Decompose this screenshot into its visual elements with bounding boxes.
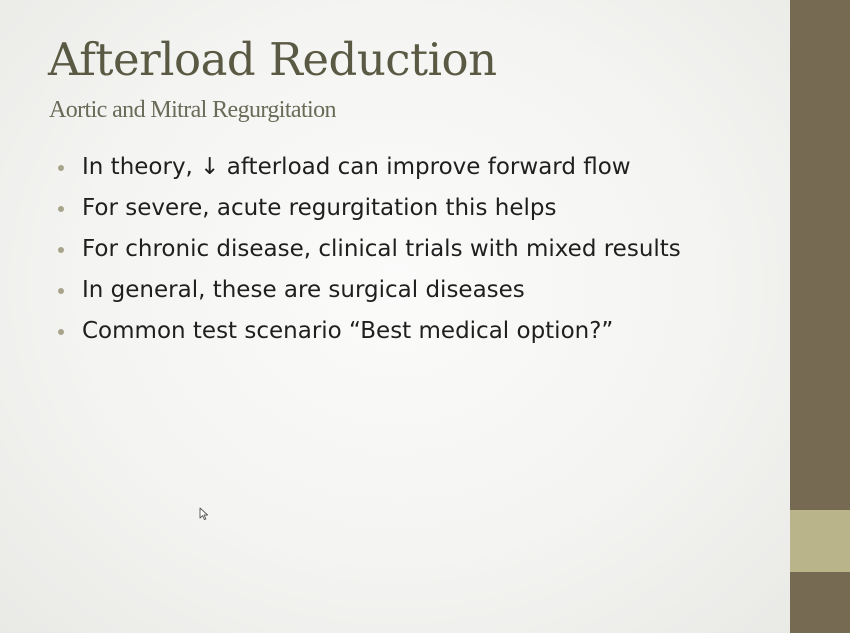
side-accent-block	[790, 510, 850, 572]
bullet-dot-icon	[58, 329, 64, 335]
bullet-text: For severe, acute regurgitation this helps	[82, 195, 557, 221]
slide-title: Afterload Reduction	[48, 33, 497, 86]
bullet-text: In general, these are surgical diseases	[82, 277, 525, 303]
bullet-text: In theory, ↓ afterload can improve forward flow	[82, 154, 631, 180]
bullet-dot-icon	[58, 288, 64, 294]
slide-subtitle: Aortic and Mitral Regurgitation	[49, 97, 336, 123]
bullet-item	[58, 311, 681, 352]
bullet-text: For chronic disease, clinical trials with mixed results	[82, 236, 681, 262]
bullet-item	[58, 270, 681, 311]
bullet-list	[58, 147, 681, 352]
bullet-item	[58, 188, 681, 229]
mouse-pointer-icon	[199, 507, 209, 521]
bullet-dot-icon	[58, 165, 64, 171]
bullet-dot-icon	[58, 247, 64, 253]
bullet-text: Common test scenario “Best medical option?”	[82, 318, 614, 344]
bullet-item	[58, 229, 681, 270]
bullet-dot-icon	[58, 206, 64, 212]
bullet-item	[58, 147, 681, 188]
